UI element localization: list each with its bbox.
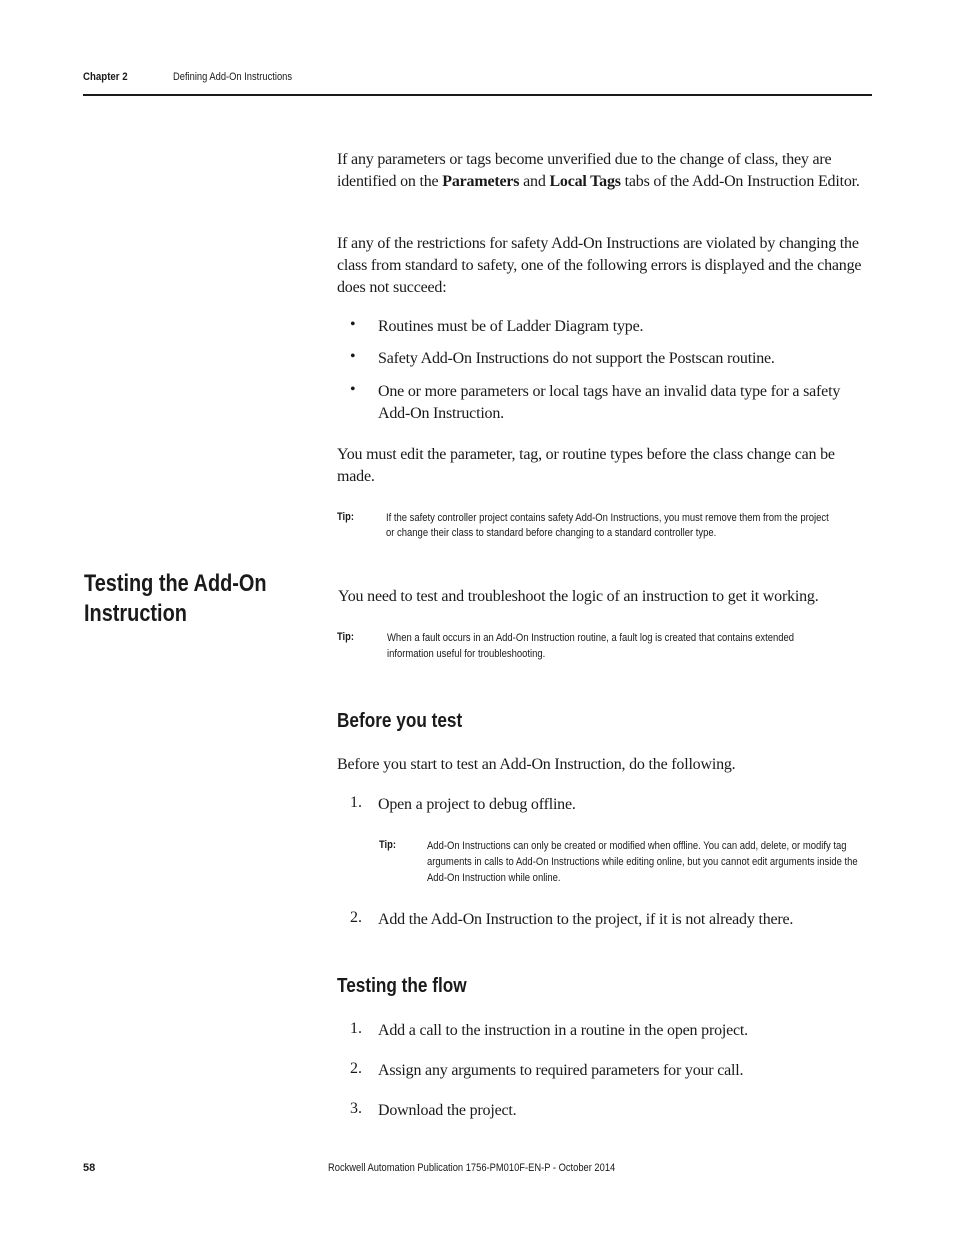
step-number: 3. [350, 1100, 362, 1117]
bullet-item: One or more parameters or local tags have an invalid data type for a safety Add-On Instruction. [378, 383, 841, 422]
section-heading [84, 569, 300, 629]
paragraph-edit-types: You must edit the parameter, tag, or routine types before the class change can be made. [337, 446, 835, 485]
paragraph-text: and [519, 173, 550, 190]
running-header-title: Defining Add-On Instructions [173, 71, 293, 83]
step-text: Add a call to the instruction in a routine in the open project. [378, 1022, 748, 1039]
tip-text-line: If the safety controller project contains safety Add-On Instructions, you must remove them from the project [386, 512, 829, 524]
paragraph-text: tabs of the Add-On Instruction Editor. [620, 173, 860, 190]
tip-label: Tip: [379, 839, 396, 851]
publication-footer: Rockwell Automation Publication 1756-PM010F-EN-P - October 2014 [328, 1162, 616, 1174]
paragraph-text: If any parameters or tags become unverified due to the change of class, they are identified on the [337, 151, 832, 190]
section-heading-line: Testing the Add-On [84, 570, 267, 597]
bullet-icon: • [350, 348, 356, 365]
bullet-item: Routines must be of Ladder Diagram type. [378, 318, 644, 335]
tip-text-line: or change their class to standard before changing to a standard controller type. [386, 527, 717, 539]
paragraph-safety-restrictions: If any of the restrictions for safety Add-On Instructions are violated by changing the class from standard to safety, one of the following errors is displayed and the change does not succeed: [337, 235, 862, 296]
step-text: Add the Add-On Instruction to the project, if it is not already there. [378, 911, 794, 928]
tip-label: Tip: [337, 511, 354, 523]
paragraph-test-troubleshoot: You need to test and troubleshoot the logic of an instruction to get it working. [338, 588, 819, 605]
tip-text-line: arguments in calls to Add-On Instructions while editing online, but you cannot edit arguments inside the [427, 856, 858, 868]
subsection-heading-before-test: Before you test [337, 710, 463, 732]
bullet-icon: • [350, 381, 356, 398]
page-number: 58 [83, 1162, 96, 1174]
step-text: Open a project to debug offline. [378, 796, 576, 813]
parameters-tab-term: Parameters [442, 173, 520, 190]
bullet-item: Safety Add-On Instructions do not support the Postscan routine. [378, 350, 775, 367]
step-text: Assign any arguments to required parameters for your call. [378, 1062, 744, 1079]
step-number: 2. [350, 909, 362, 926]
step-text: Download the project. [378, 1102, 517, 1119]
step-number: 1. [350, 794, 362, 811]
chapter-label: Chapter 2 [83, 71, 128, 83]
local-tags-tab-term: Local Tags [549, 173, 621, 190]
step-number: 2. [350, 1060, 362, 1077]
tip-text-line: When a fault occurs in an Add-On Instruction routine, a fault log is created that contains extended [387, 632, 795, 644]
paragraph-unverified-tags [337, 149, 867, 193]
subsection-heading-testing-flow: Testing the flow [337, 975, 467, 997]
tip-label: Tip: [337, 631, 354, 643]
header-rule [83, 94, 872, 96]
bullet-icon: • [350, 316, 356, 333]
paragraph-before-test: Before you start to test an Add-On Instruction, do the following. [337, 756, 736, 773]
tip-text-line: Add-On Instructions can only be created or modified when offline. You can add, delete, or modify tag [427, 840, 847, 852]
section-heading-line: Instruction [84, 600, 187, 627]
tip-text-line: Add-On Instruction while online. [427, 872, 561, 884]
tip-text-line: information useful for troubleshooting. [387, 648, 546, 660]
step-number: 1. [350, 1020, 362, 1037]
